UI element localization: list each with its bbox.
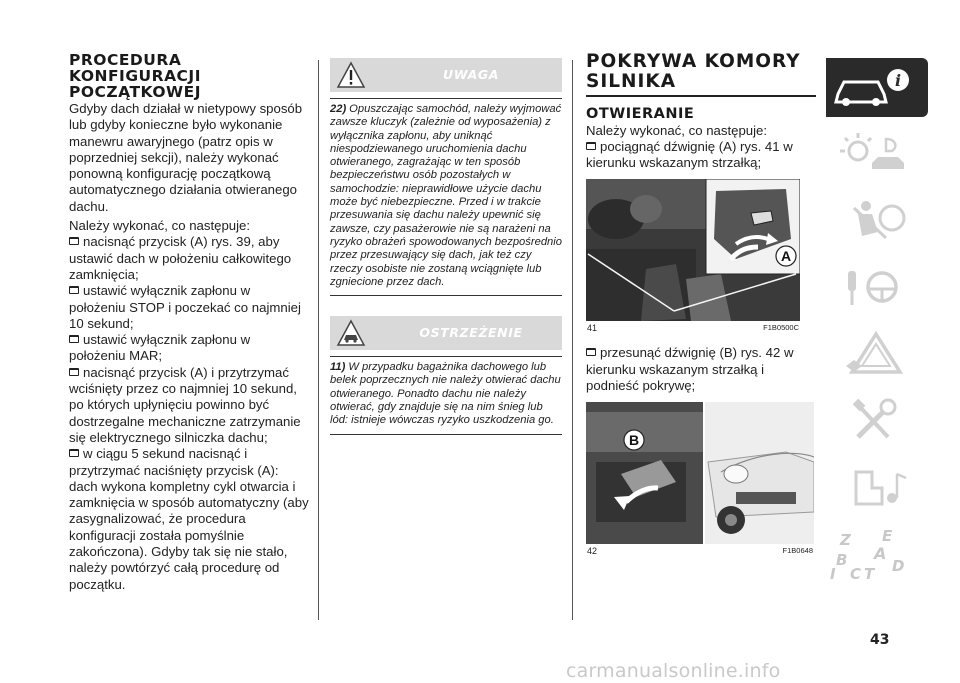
step-list: [69, 234, 309, 593]
warning-box: [330, 58, 562, 296]
alphabetical-index-icon: [826, 527, 928, 586]
bullet-box-icon: [69, 286, 79, 294]
list-item: nacisnąć przycisk (A) rys. 39, aby ustawić dach w położeniu całkowitego zamknięcia;: [69, 234, 292, 282]
bullet-box-icon: [69, 449, 79, 457]
page-number: 43: [870, 632, 890, 648]
warning-title: UWAGA: [442, 67, 500, 82]
svg-text:Z: Z: [840, 531, 851, 549]
figure-caption: [586, 321, 800, 333]
svg-text:T: T: [864, 565, 875, 583]
left-column: [69, 52, 309, 593]
list-item: ustawić wyłącznik zapłonu w położeniu MAR;: [69, 332, 251, 364]
car-info-icon: [826, 58, 928, 117]
svg-text:B: B: [836, 551, 848, 569]
bullet-box-icon: [586, 142, 596, 150]
svg-text:C: C: [850, 565, 862, 583]
tab-airbag-safety[interactable]: [826, 192, 928, 251]
chapter-sidebar: [826, 58, 928, 594]
tab-multimedia[interactable]: [826, 460, 928, 519]
lead-paragraph: Należy wykonać, co następuje:: [69, 218, 251, 234]
figure-image: [586, 402, 814, 544]
figure-number: 42: [587, 546, 598, 557]
intro-paragraph: Gdyby dach działał w nietypowy sposób lub gdyby konieczne było wykonanie manewru awaryjnego (patrz opis w poprzedniej sekcji), należy wykonać ponowną konfigurację początkową automatycznego działania otwieranego dachu.: [69, 101, 303, 214]
caution-title: OSTRZEŻENIE: [419, 325, 523, 341]
svg-text:i: i: [894, 71, 902, 90]
middle-column: [330, 58, 562, 435]
svg-text:D: D: [892, 557, 905, 575]
caution-header: [330, 316, 562, 350]
figure-caption: [586, 544, 814, 556]
figure-callout-a: A: [780, 248, 792, 265]
lead-paragraph: Należy wykonać, co następuje:: [586, 122, 768, 138]
warning-header: [330, 58, 562, 92]
list-item: ustawić wyłącznik zapłonu w położeniu STOP i poczekać co najmniej 10 sekund;: [69, 283, 301, 331]
figure-42: [586, 402, 816, 556]
bullet-box-icon: [69, 335, 79, 343]
warning-triangle-icon: [826, 326, 928, 385]
section-heading: PROCEDURA KONFIGURACJI POCZĄTKOWEJ: [69, 51, 201, 101]
tab-starting-driving[interactable]: [826, 259, 928, 318]
tab-car-info[interactable]: [826, 58, 928, 117]
tab-index[interactable]: [826, 527, 928, 586]
tab-emergency[interactable]: [826, 326, 928, 385]
multimedia-icon: [826, 460, 928, 519]
tab-service[interactable]: [826, 393, 928, 452]
column-divider: [318, 60, 319, 620]
service-tools-icon: [826, 393, 928, 452]
airbag-safety-icon: [826, 192, 928, 251]
list-item: w ciągu 5 sekund nacisnąć i przytrzymać naciśnięty przycisk (A): dach wykona kompletny cykl otwarcia i zamknięcia w sposób automatyczny (aby zasygnalizować, że procedura konfiguracji została pomyślnie zakończona). Gdyby tak się nie stało, należy powtórzyć całą procedurę od początku.: [69, 446, 309, 592]
svg-text:E: E: [882, 527, 893, 545]
figure-code: F1B0648: [782, 546, 813, 556]
list-item: nacisnąć przycisk (A) i przytrzymać wciśnięty przez co najmniej 10 sekund, po których upłynięciu powinno być dostrzegalne mechaniczne zatrzymanie się elektrycznego silniczka dachu;: [69, 364, 301, 445]
caution-box: [330, 316, 562, 434]
tab-dashboard-lights[interactable]: [826, 125, 928, 184]
hood-lever-b-illustration: [586, 402, 814, 544]
caution-text: 11) W przypadku bagażnika dachowego lub belek poprzecznych nie należy otwierać dachu otwieranego. Ponadto dachu nie należy otwierać, gdy znajduje się na nim śnieg lub lód: istnieje wówczas ryzyko uszkodzenia go.: [330, 356, 562, 434]
list-item: pociągnąć dźwignię (A) rys. 41 w kierunku wskazanym strzałką;: [586, 138, 793, 171]
figure-image: [586, 179, 800, 321]
watermark: carmanualsonline.info: [566, 660, 781, 682]
hood-release-lever-illustration: [586, 179, 800, 321]
figure-code: F1B0500C: [763, 323, 799, 333]
section-heading: POKRYWA KOMORY SILNIKA: [586, 51, 801, 92]
svg-text:I: I: [830, 565, 836, 583]
svg-text:A: A: [874, 544, 887, 563]
figure-41: [586, 179, 816, 333]
column-divider: [572, 60, 573, 620]
dashboard-lights-icon: [826, 125, 928, 184]
figure-number: 41: [587, 323, 598, 334]
subheading: OTWIERANIE: [586, 105, 695, 122]
right-column: [586, 52, 816, 556]
heading-rule: [586, 95, 816, 97]
figure-callout-b: B: [628, 432, 640, 449]
bullet-box-icon: [69, 237, 79, 245]
bullet-box-icon: [69, 368, 79, 376]
list-item: przesunąć dźwignię (B) rys. 42 w kierunku wskazanym strzałką i podnieść pokrywę;: [586, 345, 794, 393]
bullet-box-icon: [586, 348, 596, 356]
warning-text: 22) Opuszczając samochód, należy wyjmować zawsze kluczyk (zależnie od wyposażenia) z wyłącznika zapłonu, aby uniknąć niespodziewanego uruchomienia dachu otwieranego, zagrażając w ten sposób bezpieczeństwu osób pozostałych w samochodzie: nieprawidłowe użycie dachu może być niebezpieczne. Przed i w trakcie przesuwania się dachu należy upewnić się zawsze, czy pasażerowie nie są narażeni na ryzyko obrażeń spowodowanych bezpośrednio przez przesuwający się dach, jak też czy rzeczy osobiste nie zostaną wciągnięte lub zgniecione przez dach.: [330, 98, 562, 296]
steering-wheel-key-icon: [826, 259, 928, 318]
